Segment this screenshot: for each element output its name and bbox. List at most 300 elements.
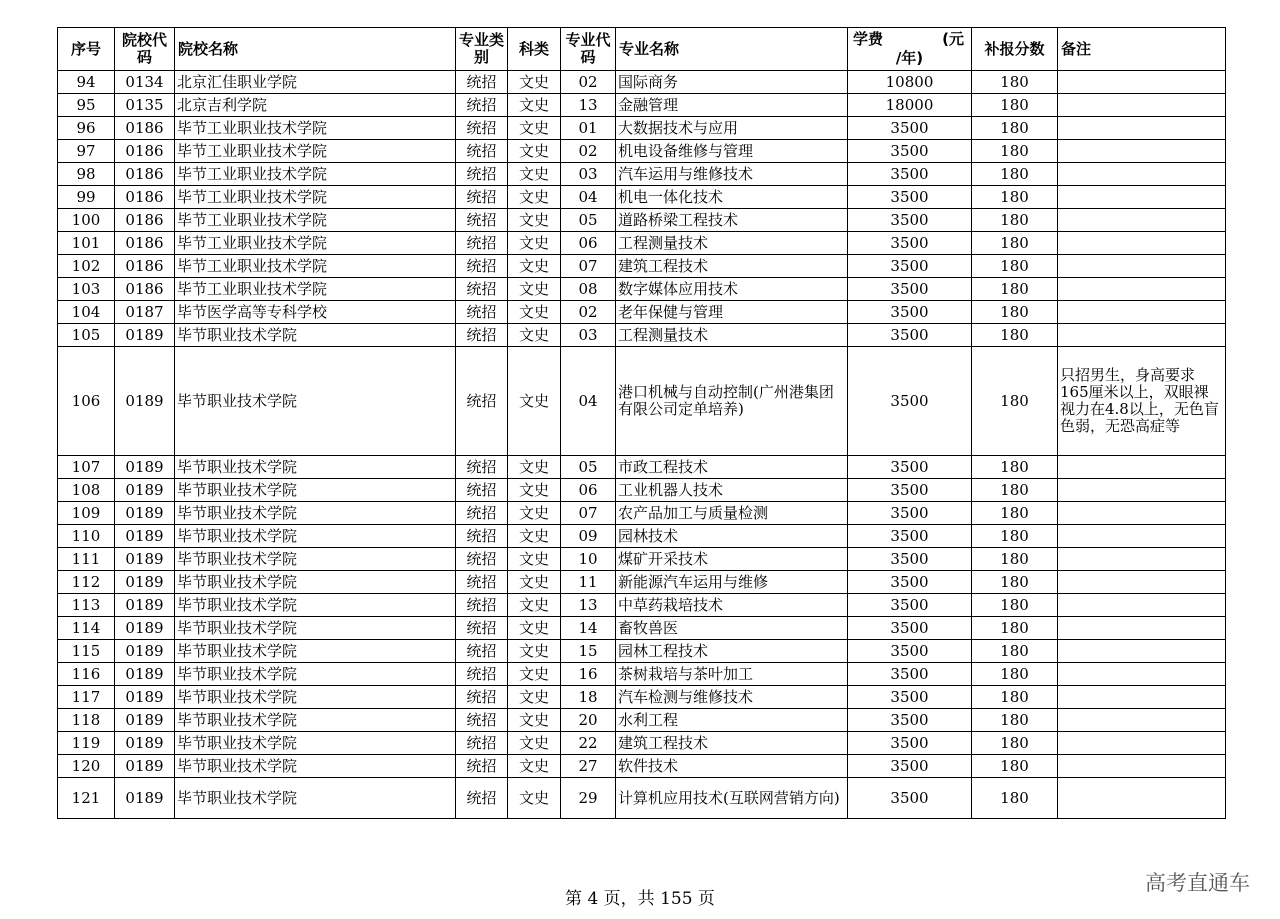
cell-fee: 3500 xyxy=(848,732,972,755)
cell-note xyxy=(1058,525,1226,548)
cell-subject: 文史 xyxy=(508,755,561,778)
cell-category: 统招 xyxy=(456,255,508,278)
cell-school-code: 0187 xyxy=(115,301,175,324)
cell-school-name: 毕节工业职业技术学院 xyxy=(175,278,456,301)
cell-subject: 文史 xyxy=(508,686,561,709)
cell-category: 统招 xyxy=(456,186,508,209)
cell-score: 180 xyxy=(972,709,1058,732)
cell-major-code: 02 xyxy=(561,301,616,324)
cell-seq: 115 xyxy=(58,640,115,663)
cell-fee: 3500 xyxy=(848,479,972,502)
cell-school-name: 毕节职业技术学院 xyxy=(175,571,456,594)
cell-major-name: 老年保健与管理 xyxy=(616,301,848,324)
cell-score: 180 xyxy=(972,71,1058,94)
cell-major-name: 园林工程技术 xyxy=(616,640,848,663)
cell-school-name: 毕节工业职业技术学院 xyxy=(175,163,456,186)
cell-fee: 3500 xyxy=(848,186,972,209)
cell-score: 180 xyxy=(972,640,1058,663)
cell-school-code: 0186 xyxy=(115,117,175,140)
cell-school-name: 北京吉利学院 xyxy=(175,94,456,117)
cell-score: 180 xyxy=(972,778,1058,819)
cell-note: 只招男生，身高要求165厘米以上，双眼裸视力在4.8以上，无色盲色弱，无恐高症等 xyxy=(1058,347,1226,456)
cell-major-code: 13 xyxy=(561,94,616,117)
cell-major-code: 09 xyxy=(561,525,616,548)
cell-school-code: 0186 xyxy=(115,278,175,301)
cell-score: 180 xyxy=(972,617,1058,640)
cell-score: 180 xyxy=(972,209,1058,232)
cell-fee: 3500 xyxy=(848,232,972,255)
cell-school-code: 0186 xyxy=(115,140,175,163)
cell-category: 统招 xyxy=(456,232,508,255)
cell-school-name: 毕节工业职业技术学院 xyxy=(175,117,456,140)
cell-score: 180 xyxy=(972,548,1058,571)
table-row xyxy=(58,278,1226,301)
cell-school-name: 毕节职业技术学院 xyxy=(175,640,456,663)
cell-subject: 文史 xyxy=(508,548,561,571)
cell-subject: 文史 xyxy=(508,71,561,94)
header-subject: 科类 xyxy=(508,28,561,71)
cell-major-name: 道路桥梁工程技术 xyxy=(616,209,848,232)
cell-seq: 108 xyxy=(58,479,115,502)
cell-major-code: 15 xyxy=(561,640,616,663)
cell-school-name: 毕节工业职业技术学院 xyxy=(175,186,456,209)
cell-seq: 94 xyxy=(58,71,115,94)
cell-major-name: 工程测量技术 xyxy=(616,324,848,347)
cell-school-code: 0134 xyxy=(115,71,175,94)
cell-seq: 98 xyxy=(58,163,115,186)
table-row xyxy=(58,163,1226,186)
cell-school-name: 毕节医学高等专科学校 xyxy=(175,301,456,324)
cell-school-name: 毕节工业职业技术学院 xyxy=(175,140,456,163)
table-row xyxy=(58,324,1226,347)
header-major-name: 专业名称 xyxy=(616,28,848,71)
cell-school-code: 0189 xyxy=(115,571,175,594)
cell-note xyxy=(1058,94,1226,117)
cell-score: 180 xyxy=(972,686,1058,709)
cell-school-name: 毕节职业技术学院 xyxy=(175,686,456,709)
cell-school-name: 毕节职业技术学院 xyxy=(175,709,456,732)
table-row xyxy=(58,209,1226,232)
cell-fee: 3500 xyxy=(848,571,972,594)
cell-score: 180 xyxy=(972,94,1058,117)
cell-fee: 3500 xyxy=(848,209,972,232)
cell-school-code: 0189 xyxy=(115,525,175,548)
table-row xyxy=(58,94,1226,117)
cell-major-name: 水利工程 xyxy=(616,709,848,732)
cell-note xyxy=(1058,709,1226,732)
cell-major-name: 大数据技术与应用 xyxy=(616,117,848,140)
cell-note xyxy=(1058,209,1226,232)
cell-seq: 111 xyxy=(58,548,115,571)
cell-school-code: 0135 xyxy=(115,94,175,117)
cell-subject: 文史 xyxy=(508,640,561,663)
table-row xyxy=(58,617,1226,640)
cell-subject: 文史 xyxy=(508,479,561,502)
cell-subject: 文史 xyxy=(508,140,561,163)
cell-seq: 105 xyxy=(58,324,115,347)
cell-category: 统招 xyxy=(456,71,508,94)
cell-school-code: 0189 xyxy=(115,479,175,502)
cell-major-name: 汽车检测与维修技术 xyxy=(616,686,848,709)
cell-score: 180 xyxy=(972,117,1058,140)
cell-school-name: 毕节职业技术学院 xyxy=(175,778,456,819)
cell-note xyxy=(1058,502,1226,525)
cell-seq: 120 xyxy=(58,755,115,778)
cell-fee: 3500 xyxy=(848,140,972,163)
cell-subject: 文史 xyxy=(508,94,561,117)
cell-school-code: 0189 xyxy=(115,778,175,819)
cell-category: 统招 xyxy=(456,209,508,232)
cell-fee: 3500 xyxy=(848,617,972,640)
cell-category: 统招 xyxy=(456,571,508,594)
cell-major-code: 01 xyxy=(561,117,616,140)
cell-major-name: 计算机应用技术(互联网营销方向) xyxy=(616,778,848,819)
cell-seq: 99 xyxy=(58,186,115,209)
cell-note xyxy=(1058,571,1226,594)
cell-subject: 文史 xyxy=(508,209,561,232)
table-row xyxy=(58,502,1226,525)
cell-score: 180 xyxy=(972,232,1058,255)
cell-seq: 97 xyxy=(58,140,115,163)
cell-category: 统招 xyxy=(456,732,508,755)
cell-subject: 文史 xyxy=(508,571,561,594)
cell-note xyxy=(1058,255,1226,278)
table-row xyxy=(58,663,1226,686)
table-row xyxy=(58,525,1226,548)
cell-school-name: 毕节工业职业技术学院 xyxy=(175,232,456,255)
cell-subject: 文史 xyxy=(508,709,561,732)
table-row xyxy=(58,571,1226,594)
cell-school-code: 0189 xyxy=(115,709,175,732)
cell-major-code: 04 xyxy=(561,347,616,456)
cell-school-code: 0189 xyxy=(115,663,175,686)
cell-school-code: 0186 xyxy=(115,163,175,186)
cell-major-code: 06 xyxy=(561,479,616,502)
cell-seq: 104 xyxy=(58,301,115,324)
cell-category: 统招 xyxy=(456,163,508,186)
header-row xyxy=(58,28,1226,71)
cell-note xyxy=(1058,232,1226,255)
cell-fee: 3500 xyxy=(848,324,972,347)
cell-major-name: 汽车运用与维修技术 xyxy=(616,163,848,186)
cell-major-code: 22 xyxy=(561,732,616,755)
cell-note xyxy=(1058,732,1226,755)
cell-school-name: 毕节职业技术学院 xyxy=(175,347,456,456)
cell-school-code: 0189 xyxy=(115,755,175,778)
cell-major-name: 畜牧兽医 xyxy=(616,617,848,640)
cell-category: 统招 xyxy=(456,117,508,140)
cell-seq: 95 xyxy=(58,94,115,117)
cell-major-name: 农产品加工与质量检测 xyxy=(616,502,848,525)
cell-school-code: 0189 xyxy=(115,686,175,709)
cell-fee: 3500 xyxy=(848,456,972,479)
cell-fee: 3500 xyxy=(848,548,972,571)
cell-seq: 121 xyxy=(58,778,115,819)
table-row xyxy=(58,456,1226,479)
cell-category: 统招 xyxy=(456,525,508,548)
cell-note xyxy=(1058,686,1226,709)
cell-major-name: 茶树栽培与茶叶加工 xyxy=(616,663,848,686)
cell-subject: 文史 xyxy=(508,186,561,209)
cell-major-name: 煤矿开采技术 xyxy=(616,548,848,571)
cell-school-code: 0189 xyxy=(115,732,175,755)
table-row xyxy=(58,232,1226,255)
cell-category: 统招 xyxy=(456,278,508,301)
cell-note xyxy=(1058,456,1226,479)
table-row xyxy=(58,755,1226,778)
header-major-code: 专业代码 xyxy=(561,28,616,71)
cell-school-name: 毕节工业职业技术学院 xyxy=(175,209,456,232)
header-fee-unit: (元 xyxy=(942,30,964,48)
cell-major-code: 08 xyxy=(561,278,616,301)
cell-fee: 3500 xyxy=(848,709,972,732)
cell-subject: 文史 xyxy=(508,778,561,819)
cell-category: 统招 xyxy=(456,755,508,778)
cell-score: 180 xyxy=(972,525,1058,548)
watermark: 高考直通车 xyxy=(1145,871,1250,895)
cell-major-name: 国际商务 xyxy=(616,71,848,94)
cell-major-code: 07 xyxy=(561,255,616,278)
cell-fee: 3500 xyxy=(848,640,972,663)
cell-school-name: 毕节职业技术学院 xyxy=(175,456,456,479)
cell-school-code: 0186 xyxy=(115,255,175,278)
cell-fee: 10800 xyxy=(848,71,972,94)
cell-school-name: 毕节职业技术学院 xyxy=(175,479,456,502)
cell-category: 统招 xyxy=(456,456,508,479)
cell-major-code: 16 xyxy=(561,663,616,686)
cell-subject: 文史 xyxy=(508,301,561,324)
cell-score: 180 xyxy=(972,663,1058,686)
cell-major-name: 新能源汽车运用与维修 xyxy=(616,571,848,594)
cell-major-code: 20 xyxy=(561,709,616,732)
cell-major-code: 07 xyxy=(561,502,616,525)
table-row xyxy=(58,140,1226,163)
cell-score: 180 xyxy=(972,347,1058,456)
cell-major-code: 05 xyxy=(561,209,616,232)
cell-score: 180 xyxy=(972,732,1058,755)
header-fee-label: 学费 xyxy=(853,30,884,48)
cell-score: 180 xyxy=(972,278,1058,301)
header-seq: 序号 xyxy=(58,28,115,71)
cell-seq: 112 xyxy=(58,571,115,594)
cell-major-name: 数字媒体应用技术 xyxy=(616,278,848,301)
table-row xyxy=(58,479,1226,502)
cell-note xyxy=(1058,140,1226,163)
cell-fee: 3500 xyxy=(848,255,972,278)
cell-subject: 文史 xyxy=(508,502,561,525)
cell-major-code: 18 xyxy=(561,686,616,709)
table-row xyxy=(58,255,1226,278)
cell-note xyxy=(1058,479,1226,502)
cell-fee: 3500 xyxy=(848,502,972,525)
cell-category: 统招 xyxy=(456,324,508,347)
table-row xyxy=(58,778,1226,819)
cell-note xyxy=(1058,324,1226,347)
cell-fee: 3500 xyxy=(848,594,972,617)
cell-seq: 113 xyxy=(58,594,115,617)
cell-score: 180 xyxy=(972,324,1058,347)
cell-fee: 3500 xyxy=(848,278,972,301)
cell-school-code: 0189 xyxy=(115,324,175,347)
cell-seq: 116 xyxy=(58,663,115,686)
cell-score: 180 xyxy=(972,594,1058,617)
cell-subject: 文史 xyxy=(508,732,561,755)
cell-category: 统招 xyxy=(456,686,508,709)
table-body xyxy=(58,71,1226,819)
cell-score: 180 xyxy=(972,163,1058,186)
cell-school-code: 0186 xyxy=(115,232,175,255)
cell-score: 180 xyxy=(972,140,1058,163)
cell-score: 180 xyxy=(972,186,1058,209)
cell-major-name: 建筑工程技术 xyxy=(616,732,848,755)
cell-major-code: 06 xyxy=(561,232,616,255)
cell-subject: 文史 xyxy=(508,324,561,347)
cell-major-name: 机电设备维修与管理 xyxy=(616,140,848,163)
cell-school-code: 0189 xyxy=(115,456,175,479)
cell-major-name: 工程测量技术 xyxy=(616,232,848,255)
cell-subject: 文史 xyxy=(508,278,561,301)
cell-score: 180 xyxy=(972,571,1058,594)
cell-seq: 114 xyxy=(58,617,115,640)
cell-major-name: 市政工程技术 xyxy=(616,456,848,479)
cell-seq: 106 xyxy=(58,347,115,456)
header-min-score: 补报分数 xyxy=(972,28,1058,71)
cell-major-code: 02 xyxy=(561,140,616,163)
cell-category: 统招 xyxy=(456,94,508,117)
cell-category: 统招 xyxy=(456,640,508,663)
cell-subject: 文史 xyxy=(508,456,561,479)
cell-seq: 96 xyxy=(58,117,115,140)
table-row xyxy=(58,594,1226,617)
cell-fee: 3500 xyxy=(848,301,972,324)
cell-category: 统招 xyxy=(456,617,508,640)
cell-seq: 107 xyxy=(58,456,115,479)
cell-score: 180 xyxy=(972,502,1058,525)
cell-note xyxy=(1058,617,1226,640)
cell-major-name: 机电一体化技术 xyxy=(616,186,848,209)
cell-subject: 文史 xyxy=(508,594,561,617)
cell-major-name: 工业机器人技术 xyxy=(616,479,848,502)
cell-school-code: 0189 xyxy=(115,548,175,571)
cell-school-code: 0189 xyxy=(115,617,175,640)
cell-seq: 110 xyxy=(58,525,115,548)
cell-fee: 3500 xyxy=(848,778,972,819)
cell-fee: 18000 xyxy=(848,94,972,117)
cell-category: 统招 xyxy=(456,548,508,571)
cell-major-name: 金融管理 xyxy=(616,94,848,117)
cell-subject: 文史 xyxy=(508,347,561,456)
cell-major-name: 软件技术 xyxy=(616,755,848,778)
cell-school-code: 0189 xyxy=(115,594,175,617)
cell-school-name: 毕节职业技术学院 xyxy=(175,663,456,686)
cell-major-code: 14 xyxy=(561,617,616,640)
cell-school-name: 毕节职业技术学院 xyxy=(175,502,456,525)
cell-fee: 3500 xyxy=(848,663,972,686)
cell-fee: 3500 xyxy=(848,686,972,709)
cell-major-code: 03 xyxy=(561,163,616,186)
cell-seq: 118 xyxy=(58,709,115,732)
cell-school-name: 毕节工业职业技术学院 xyxy=(175,255,456,278)
cell-fee: 3500 xyxy=(848,755,972,778)
cell-school-name: 毕节职业技术学院 xyxy=(175,755,456,778)
cell-note xyxy=(1058,778,1226,819)
header-note: 备注 xyxy=(1058,28,1226,71)
cell-school-code: 0189 xyxy=(115,347,175,456)
cell-note xyxy=(1058,186,1226,209)
table-row xyxy=(58,709,1226,732)
cell-subject: 文史 xyxy=(508,232,561,255)
cell-note xyxy=(1058,278,1226,301)
cell-category: 统招 xyxy=(456,502,508,525)
cell-major-code: 11 xyxy=(561,571,616,594)
table-row xyxy=(58,71,1226,94)
cell-seq: 100 xyxy=(58,209,115,232)
cell-note xyxy=(1058,548,1226,571)
table-row xyxy=(58,347,1226,456)
cell-note xyxy=(1058,755,1226,778)
cell-seq: 101 xyxy=(58,232,115,255)
cell-seq: 103 xyxy=(58,278,115,301)
cell-subject: 文史 xyxy=(508,117,561,140)
cell-score: 180 xyxy=(972,479,1058,502)
cell-major-name: 园林技术 xyxy=(616,525,848,548)
cell-category: 统招 xyxy=(456,479,508,502)
cell-major-name: 建筑工程技术 xyxy=(616,255,848,278)
cell-fee: 3500 xyxy=(848,347,972,456)
header-fee-unit-per-year: /年) xyxy=(895,49,924,67)
header-fee xyxy=(848,28,972,71)
cell-note xyxy=(1058,640,1226,663)
cell-seq: 119 xyxy=(58,732,115,755)
table-row xyxy=(58,732,1226,755)
cell-category: 统招 xyxy=(456,594,508,617)
cell-seq: 109 xyxy=(58,502,115,525)
cell-score: 180 xyxy=(972,456,1058,479)
cell-category: 统招 xyxy=(456,301,508,324)
cell-category: 统招 xyxy=(456,347,508,456)
cell-category: 统招 xyxy=(456,663,508,686)
cell-school-name: 毕节职业技术学院 xyxy=(175,732,456,755)
cell-subject: 文史 xyxy=(508,163,561,186)
cell-school-name: 毕节职业技术学院 xyxy=(175,548,456,571)
cell-major-code: 05 xyxy=(561,456,616,479)
cell-major-name: 中草药栽培技术 xyxy=(616,594,848,617)
cell-fee: 3500 xyxy=(848,525,972,548)
cell-major-code: 02 xyxy=(561,71,616,94)
cell-major-code: 29 xyxy=(561,778,616,819)
cell-category: 统招 xyxy=(456,709,508,732)
cell-note xyxy=(1058,301,1226,324)
cell-school-name: 北京汇佳职业学院 xyxy=(175,71,456,94)
cell-note xyxy=(1058,663,1226,686)
cell-score: 180 xyxy=(972,755,1058,778)
cell-major-code: 10 xyxy=(561,548,616,571)
cell-school-name: 毕节职业技术学院 xyxy=(175,525,456,548)
cell-major-code: 13 xyxy=(561,594,616,617)
cell-major-code: 03 xyxy=(561,324,616,347)
table-row xyxy=(58,301,1226,324)
cell-major-code: 04 xyxy=(561,186,616,209)
table-row xyxy=(58,186,1226,209)
table-row xyxy=(58,548,1226,571)
cell-fee: 3500 xyxy=(848,117,972,140)
cell-school-name: 毕节职业技术学院 xyxy=(175,617,456,640)
cell-subject: 文史 xyxy=(508,255,561,278)
cell-note xyxy=(1058,594,1226,617)
header-category: 专业类别 xyxy=(456,28,508,71)
page-footer: 第 4 页，共 155 页 xyxy=(565,889,715,909)
cell-subject: 文史 xyxy=(508,663,561,686)
